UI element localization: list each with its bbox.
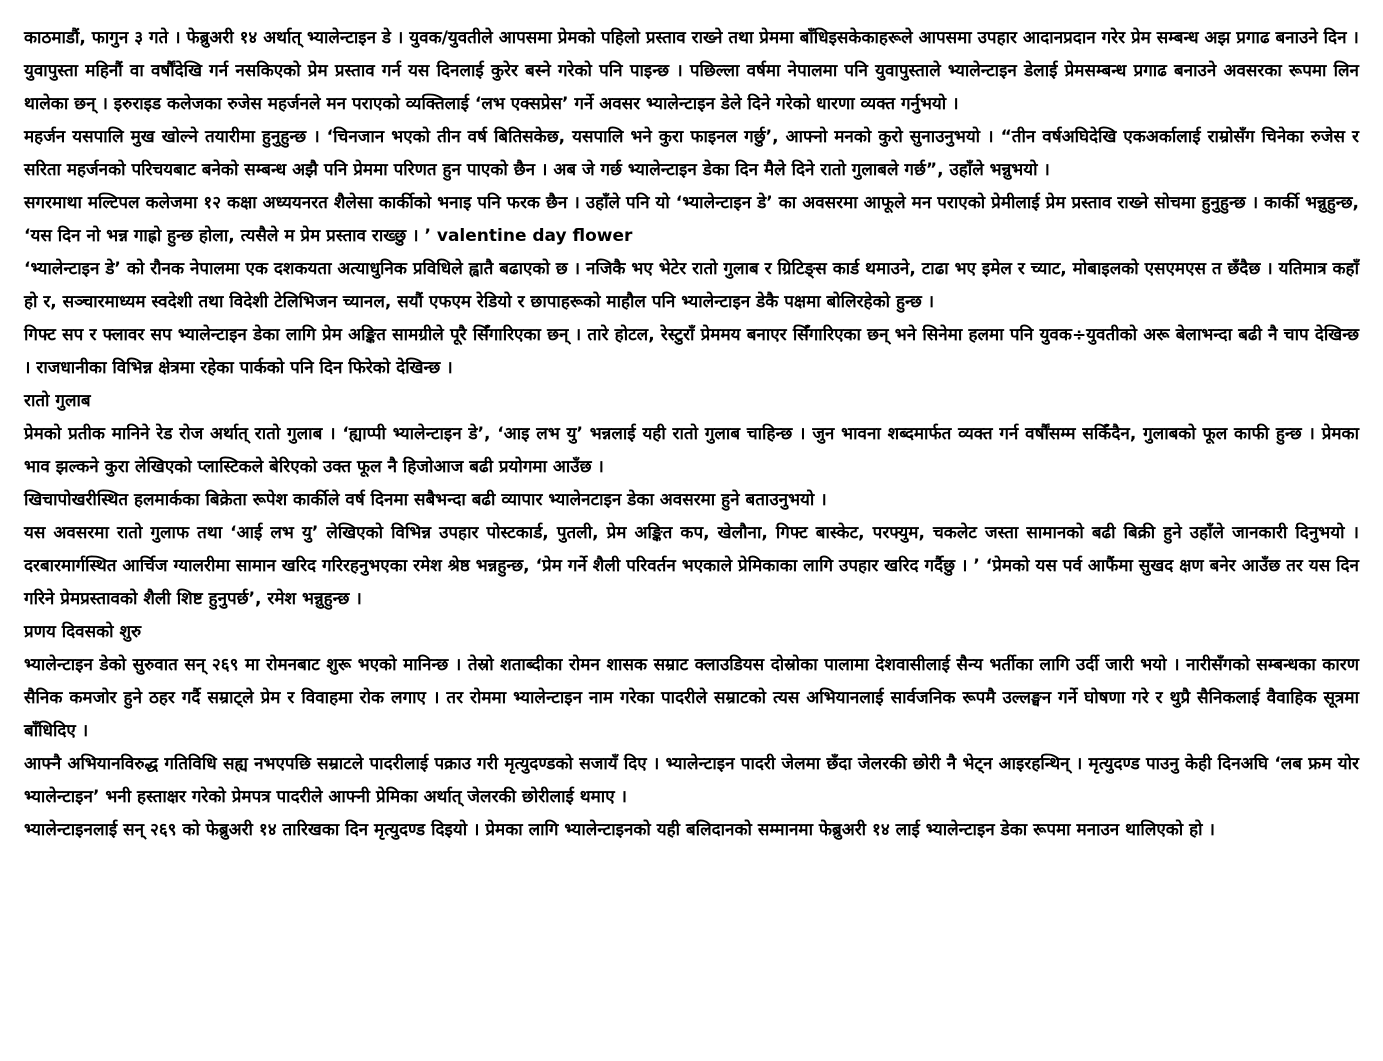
section-heading-red-rose: रातो गुलाब	[24, 391, 91, 411]
section-heading-origin: प्रणय दिवसको शुरु	[24, 622, 142, 642]
paragraph-origin: भ्यालेन्टाइन डेको सुरुवात सन् २६९ मा रोमनबाट शुरू भएको मानिन्छ । तेस्रो शताब्दीका रोमन शासक सम्राट क्लाउडियस दोस्रोका पालामा देशवासीलाई सैन्य भर्तीका लागि उर्दी जारी भयो । नारीसँगको सम्बन्धका कारण सैनिक कमजोर हुने ठहर गर्दै सम्राट्ले प्रेम र विवाहमा रोक लगाए । तर रोममा भ्यालेन्टाइन नाम गरेका पादरीले सम्राटको त्यस अभियानलाई सार्वजनिक रूपमै उल्लङ्घन गर्ने घोषणा गरे र थुप्रै सैनिकलाई वैवाहिक सूत्रमा बाँधिदिए ।	[24, 655, 1359, 741]
paragraph-gift-shops: गिफ्ट सप र फ्लावर सप भ्यालेन्टाइन डेका लागि प्रेम अङ्कित सामग्रीले पूरै सिँगारिएका छन् । तारे होटल, रेस्टुराँ प्रेममय बनाएर सिँगारिएका छन् भने सिनेमा हलमा पनि युवक÷युवतीको अरू बेलाभन्दा बढी नै चाप देखिन्छ । राजधानीका विभिन्न क्षेत्रमा रहेका पार्कको पनि दिन फिरेको देखिन्छ ।	[24, 325, 1359, 378]
paragraph-karki: सगरमाथा मल्टिपल कलेजमा १२ कक्षा अध्ययनरत शैलेसा कार्कीको भनाइ पनि फरक छैन । उहाँले पनि यो ‘भ्यालेन्टाइन डे’ का अवसरमा आफूले मन पराएको प्रेमीलाई प्रेम प्रस्ताव राख्ने सोचमा हुनुहुन्छ । कार्की भन्नुहुन्छ, ‘यस दिन नो भन्न गाह्रो हुन्छ होला, त्यसैले म प्रेम प्रस्ताव राख्छु । ’ valentine day flower	[24, 193, 1359, 246]
paragraph-intro: काठमाडौं, फागुन ३ गते । फेब्रुअरी १४ अर्थात् भ्यालेन्टाइन डे । युवक/युवतीले आपसमा प्रेमको पहिलो प्रस्ताव राख्ने तथा प्रेममा बाँधिइसकेकाहरूले आपसमा उपहार आदानप्रदान गरेर प्रेम सम्बन्ध अझ प्रगाढ बनाउने दिन ।	[24, 28, 1359, 48]
paragraph-technology: ‘भ्यालेन्टाइन डे’ को रौनक नेपालमा एक दशकयता अत्याधुनिक प्रविधिले ह्वातै बढाएको छ । नजिकै भए भेटेर रातो गुलाब र ग्रिटिङ्स कार्ड थमाउने, टाढा भए इमेल र च्याट, मोबाइलको एसएमएस त छँदैछ । यतिमात्र कहाँ हो र, सञ्चारमाध्यम स्वदेशी तथा विदेशी टेलिभिजन च्यानल, सयौं एफएम रेडियो र छापाहरूको माहौल पनि भ्यालेन्टाइन डेकै पक्षमा बोलिरहेको हुन्छ ।	[24, 259, 1359, 312]
paragraph-priest-jail: आफ्नै अभियानविरुद्ध गतिविधि सह्य नभएपछि सम्राटले पादरीलाई पक्राउ गरी मृत्युदण्डको सजायँ दिए । भ्यालेन्टाइन पादरी जेलमा छँदा जेलरकी छोरी नै भेट्न आइरहन्थिन् । मृत्युदण्ड पाउनु केही दिनअघि ‘लब फ्रम योर भ्यालेन्टाइन’ भनी हस्ताक्षर गरेको प्रेमपत्र पादरीले आफ्नी प्रेमिका अर्थात् जेलरकी छोरीलाई थमाए ।	[24, 754, 1359, 807]
paragraph-hallmark-seller: खिचापोखरीस्थित हलमार्कका बिक्रेता रूपेश कार्कीले वर्ष दिनमा सबैभन्दा बढी व्यापार भ्यालेनटाइन डेका अवसरमा हुने बताउनुभयो ।	[24, 490, 827, 510]
paragraph-red-rose: प्रेमको प्रतीक मानिने रेड रोज अर्थात् रातो गुलाब । ‘ह्याप्पी भ्यालेन्टाइन डे’, ‘आइ लभ यु’ भन्नलाई यही रातो गुलाब चाहिन्छ । जुन भावना शब्दमार्फत व्यक्त गर्न वर्षौंसम्म सकिँदैन, गुलाबको फूल काफी हुन्छ । प्रेमका भाव झल्कने कुरा लेखिएको प्लास्टिकले बेरिएको उक्त फूल नै हिजोआज बढी प्रयोगमा आउँछ ।	[24, 424, 1359, 477]
paragraph-youth-proposals: युवापुस्ता महिनौं वा वर्षौंदेखि गर्न नसकिएको प्रेम प्रस्ताव गर्न यस दिनलाई कुरेर बस्ने गरेको पनि पाइन्छ । पछिल्ला वर्षमा नेपालमा पनि युवापुस्ताले भ्यालेन्टाइन डेलाई प्रेमसम्बन्ध प्रगाढ बनाउने अवसरका रूपमा लिन थालेका छन् । इरुराइड कलेजका रुजेस महर्जनले मन पराएको व्यक्तिलाई ‘लभ एक्सप्रेस’ गर्ने अवसर भ्यालेन्टाइन डेले दिने गरेको धारणा व्यक्त गर्नुभयो ।	[24, 61, 1359, 114]
paragraph-gifts: यस अवसरमा रातो गुलाफ तथा ‘आई लभ यु’ लेखिएको विभिन्न उपहार पोस्टकार्ड, पुतली, प्रेम अङ्कित कप, खेलौना, गिफ्ट बास्केट, परफ्युम, चकलेट जस्ता सामानको बढी बिक्री हुने उहाँले जानकारी दिनुभयो । दरबारमार्गस्थित आर्चिज ग्यालरीमा सामान खरिद गरिरहनुभएका रमेश श्रेष्ठ भन्नहुन्छ, ‘प्रेम गर्ने शैली परिवर्तन भएकाले प्रेमिकाका लागि उपहार खरिद गर्दैछु । ’ ‘प्रेमको यस पर्व आफैंमा सुखद क्षण बनेर आउँछ तर यस दिन गरिने प्रेमप्रस्तावको शैली शिष्ट हुनुपर्छ’, रमेश भन्नुहुन्छ ।	[24, 523, 1359, 609]
paragraph-conclusion: भ्यालेन्टाइनलाई सन् २६९ को फेब्रुअरी १४ तारिखका दिन मृत्युदण्ड दिइयो । प्रेमका लागि भ्यालेन्टाइनको यही बलिदानको सम्मानमा फेब्रुअरी १४ लाई भ्यालेन्टाइन डेका रूपमा मनाउन थालिएको हो ।	[24, 820, 1215, 840]
paragraph-maharjan: महर्जन यसपालि मुख खोल्ने तयारीमा हुनुहुन्छ । ‘चिनजान भएको तीन वर्ष बितिसकेछ, यसपालि भने कुरा फाइनल गर्छु’, आफ्नो मनको कुरो सुनाउनुभयो । “तीन वर्षअघिदेखि एकअर्कालाई राम्रोसँग चिनेका रुजेस र सरिता महर्जनको परिचयबाट बनेको सम्बन्ध अझै पनि प्रेममा परिणत हुन पाएको छैन । अब जे गर्छ भ्यालेन्टाइन डेका दिन मैले दिने रातो गुलाबले गर्छ”, उहाँले भन्नुभयो ।	[24, 127, 1359, 180]
